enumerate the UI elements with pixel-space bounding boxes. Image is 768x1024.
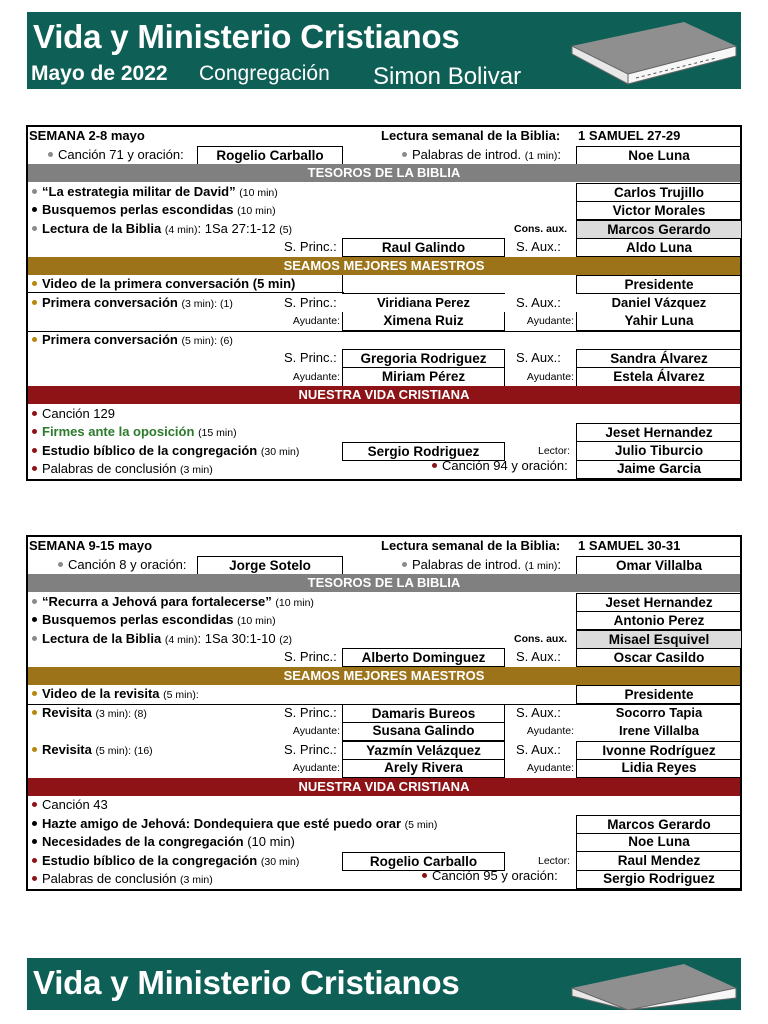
congregation-label: Congregación	[199, 62, 330, 85]
intro-name: Noe Luna	[576, 146, 742, 165]
part1-helper-aux: Irene Villalba	[619, 723, 699, 738]
video-row: Video de la primera conversación (5 min) Presidente	[28, 275, 740, 294]
study-conductor-name: Rogelio Carballo	[342, 852, 505, 871]
reading-aux-name: Oscar Casildo	[576, 648, 742, 667]
part2-main-name: Gregoria Rodriguez	[342, 349, 505, 368]
pearls-name: Victor Morales	[576, 201, 742, 220]
opening-song-row	[28, 556, 740, 575]
closing-row: Palabras de conclusión (3 min) Canción 94 y oración: Jaime Garcia	[28, 460, 740, 479]
bullet-icon	[32, 189, 37, 194]
bullet-icon	[32, 691, 37, 696]
s-princ-label: S. Princ.:	[284, 649, 337, 664]
week-label: SEMANA 9-15 mayo	[29, 538, 153, 553]
week-schedule-2	[26, 535, 742, 891]
part1-helper-main: Susana Galindo	[342, 722, 505, 741]
footer-banner	[27, 958, 741, 1010]
bullet-icon	[32, 599, 37, 604]
section-vida: NUESTRA VIDA CRISTIANA	[28, 386, 740, 404]
part2-aux-name: Ivonne Rodríguez	[576, 741, 742, 760]
section-vida: NUESTRA VIDA CRISTIANA	[28, 778, 740, 796]
lector-label: Lector:	[538, 444, 571, 457]
life-part-row: Firmes ante la oposición (15 min) Jeset Hernandez	[28, 423, 740, 442]
part1-main-name: Viridiana Perez	[377, 294, 470, 310]
part1-aux-name: Socorro Tapia	[615, 704, 703, 720]
study-row: Estudio bíblico de la congregación (30 min) Sergio Rodriguez Lector: Julio Tiburcio	[28, 442, 740, 461]
bullet-icon	[402, 562, 407, 567]
part1-helper-main: Ximena Ruiz	[342, 312, 505, 331]
week-schedule-1	[26, 125, 742, 481]
bullet-icon	[32, 839, 37, 844]
bullet-icon	[32, 466, 37, 471]
life-part2-row: Necesidades de la congregación (10 min) Noe Luna	[28, 833, 740, 852]
bullet-icon	[32, 710, 37, 715]
part2-row: Primera conversación (5 min): (6)	[28, 331, 740, 350]
part1-row: Revisita (3 min): (8) S. Princ.: Damaris Bureos S. Aux.: Socorro Tapia	[28, 704, 740, 723]
bible-reading-assign-row	[28, 238, 740, 257]
bullet-icon	[48, 152, 53, 157]
part1-main-name: Damaris Bureos	[342, 704, 505, 723]
opening-song-row	[28, 146, 740, 165]
part2-helper-aux: Lidia Reyes	[576, 759, 742, 778]
lector-name: Julio Tiburcio	[576, 442, 742, 461]
subtitle	[31, 62, 522, 90]
part1-helper-row: Ayudante: Ximena Ruiz Ayudante: Yahir Luna	[28, 312, 740, 331]
part2-assign-row: S. Princ.: Gregoria Rodriguez S. Aux.: Sandra Álvarez	[28, 349, 740, 368]
reading-main-name: Alberto Dominguez	[342, 648, 505, 667]
week-header	[28, 537, 740, 556]
lector-name: Raul Mendez	[576, 852, 742, 871]
list-item: Canción 71 y oración:	[44, 146, 184, 164]
bullet-icon	[32, 821, 37, 826]
page-title: Vida y Ministerio Cristianos	[33, 18, 460, 55]
study-row: Estudio bíblico de la congregación (30 min) Rogelio Carballo Lector: Raul Mendez	[28, 852, 740, 871]
part2-helper-main: Miriam Pérez	[342, 368, 505, 387]
opening-prayer-name: Rogelio Carballo	[197, 146, 343, 165]
part2-helper-aux: Estela Álvarez	[576, 368, 742, 387]
page-title-repeat: Vida y Ministerio Cristianos	[33, 964, 460, 1001]
part1-helper-row: Ayudante: Susana Galindo Ayudante: Irene Villalba	[28, 722, 740, 741]
part1-aux-name: Daniel Vázquez	[611, 294, 707, 310]
pearls-row: Busquemos perlas escondidas (10 min) Antonio Perez	[28, 611, 740, 630]
bullet-icon	[32, 300, 37, 305]
part2-aux-name: Sandra Álvarez	[576, 349, 742, 368]
bullet-icon	[32, 747, 37, 752]
closing-row: Palabras de conclusión (3 min) Canción 95 y oración: Sergio Rodriguez	[28, 870, 740, 889]
treasure-talk-row: “La estrategia militar de David” (10 min) Carlos Trujillo	[28, 183, 740, 202]
bible-reading-row: Lectura de la Biblia (4 min): 1Sa 27:1-12 (5) Cons. aux. Marcos Gerardo	[28, 220, 740, 239]
bullet-icon	[32, 876, 37, 881]
header-banner	[27, 12, 741, 89]
cons-aux-name: Marcos Gerardo	[576, 220, 742, 239]
opening-prayer-name: Jorge Sotelo	[197, 556, 343, 575]
s-princ-label: S. Princ.:	[284, 239, 337, 254]
s-aux-label: S. Aux.:	[516, 239, 561, 254]
bullet-icon	[32, 429, 37, 434]
intro-label: Palabras de introd. (1 min):	[398, 146, 561, 165]
list-item: Canción 8 y oración:	[54, 556, 187, 574]
cons-aux-label: Cons. aux.	[514, 222, 568, 235]
bullet-icon	[32, 281, 37, 286]
section-maestros: SEAMOS MEJORES MAESTROS	[28, 257, 740, 275]
mid-song-row: Canción 43	[28, 796, 740, 815]
life-part-name: Jeset Hernandez	[576, 423, 742, 442]
week-header	[28, 127, 740, 146]
lector-label: Lector:	[538, 854, 571, 867]
intro-label: Palabras de introd. (1 min):	[398, 556, 561, 575]
reading-label: Lectura semanal de la Biblia:	[381, 538, 561, 553]
week-label: SEMANA 2-8 mayo	[29, 128, 145, 143]
congregation-name: Simon Bolivar	[373, 63, 522, 90]
bullet-icon	[32, 802, 37, 807]
part2-helper-row: Ayudante: Miriam Pérez Ayudante: Estela Álvarez	[28, 368, 740, 387]
part2-row: Revisita (5 min): (16) S. Princ.: Yazmín Velázquez S. Aux.: Ivonne Rodríguez	[28, 741, 740, 760]
bible-reading-row: Lectura de la Biblia (4 min): 1Sa 30:1-10 (2) Cons. aux. Misael Esquivel	[28, 630, 740, 649]
cons-aux-label: Cons. aux.	[514, 632, 568, 645]
cons-aux-name: Misael Esquivel	[576, 630, 742, 649]
bullet-icon	[32, 411, 37, 416]
section-maestros: SEAMOS MEJORES MAESTROS	[28, 667, 740, 685]
bullet-icon	[32, 448, 37, 453]
s-aux-label: S. Aux.:	[516, 649, 561, 664]
bullet-icon	[58, 562, 63, 567]
video-row: Video de la revisita (5 min): Presidente	[28, 685, 740, 704]
bullet-icon	[32, 207, 37, 212]
section-tesoros: TESOROS DE LA BIBLIA	[28, 164, 740, 182]
bullet-icon	[32, 226, 37, 231]
part1-row: Primera conversación (3 min): (1) S. Princ.: Viridiana Perez S. Aux.: Daniel Vázquez	[28, 294, 740, 313]
part2-helper-main: Arely Rivera	[342, 759, 505, 778]
treasure-talk-name: Jeset Hernandez	[576, 593, 742, 612]
bullet-icon	[32, 636, 37, 641]
bullet-icon	[422, 873, 427, 878]
bullet-icon	[402, 152, 407, 157]
part2-helper-row: Ayudante: Arely Rivera Ayudante: Lidia Reyes	[28, 759, 740, 778]
study-conductor-name: Sergio Rodriguez	[342, 442, 505, 461]
pearls-row: Busquemos perlas escondidas (10 min) Victor Morales	[28, 201, 740, 220]
bible-book-icon	[566, 12, 741, 89]
empty-cell	[342, 275, 505, 294]
bullet-icon	[32, 617, 37, 622]
life-part1-name: Marcos Gerardo	[576, 815, 742, 834]
section-tesoros: TESOROS DE LA BIBLIA	[28, 574, 740, 592]
bullet-icon	[432, 463, 437, 468]
mid-song-row: Canción 129	[28, 405, 740, 424]
reading-value: 1 SAMUEL 27-29	[578, 128, 681, 143]
reading-main-name: Raul Galindo	[342, 238, 505, 257]
bullet-icon	[32, 337, 37, 342]
video-name: Presidente	[576, 685, 742, 704]
reading-aux-name: Aldo Luna	[576, 238, 742, 257]
reading-value: 1 SAMUEL 30-31	[578, 538, 681, 553]
pearls-name: Antonio Perez	[576, 611, 742, 630]
bible-reading-assign-row	[28, 648, 740, 667]
month-label: Mayo de 2022	[31, 62, 168, 85]
part2-main-name: Yazmín Velázquez	[342, 741, 505, 760]
intro-name: Omar Villalba	[576, 556, 742, 575]
closing-prayer-name: Sergio Rodriguez	[576, 870, 742, 889]
treasure-talk-name: Carlos Trujillo	[576, 183, 742, 202]
closing-prayer-name: Jaime Garcia	[576, 460, 742, 479]
life-part2-name: Noe Luna	[576, 833, 742, 852]
video-name: Presidente	[576, 275, 742, 294]
bible-book-icon	[566, 958, 741, 1010]
life-part1-row: Hazte amigo de Jehová: Dondequiera que esté puedo orar (5 min) Marcos Gerardo	[28, 815, 740, 834]
reading-label: Lectura semanal de la Biblia:	[381, 128, 561, 143]
part1-helper-aux: Yahir Luna	[576, 312, 742, 331]
bullet-icon	[32, 858, 37, 863]
treasure-talk-row: “Recurra a Jehová para fortalecerse” (10 min) Jeset Hernandez	[28, 593, 740, 612]
